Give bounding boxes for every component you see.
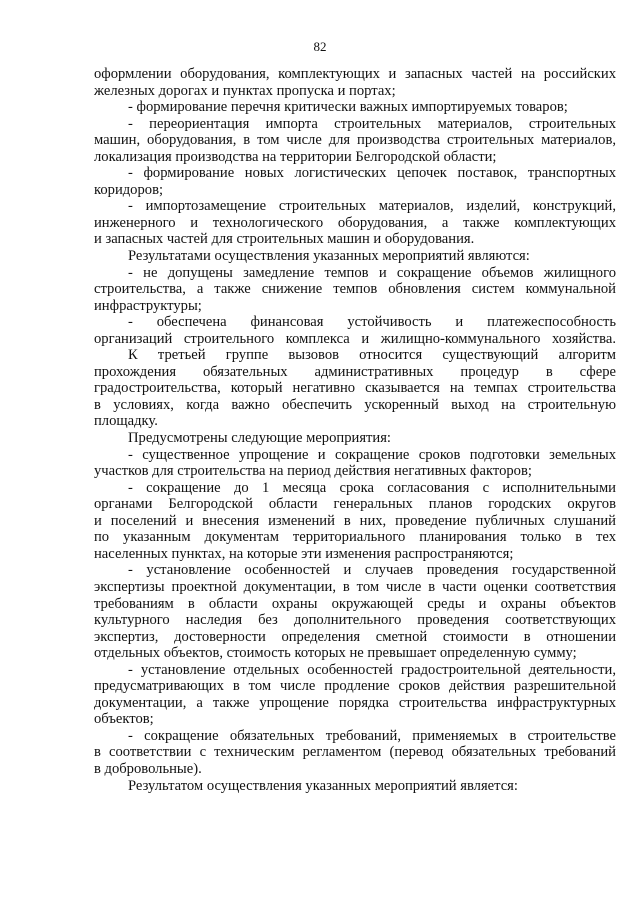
text-line: К третьей группе вызовов относится существующий алгоритм	[128, 347, 616, 364]
text-line: Предусмотрены следующие мероприятия:	[128, 430, 391, 447]
text-line: культурного наследия без дополнительного проведения соответствующих	[94, 612, 616, 629]
text-line: - установление отдельных особенностей градостроительной деятельности,	[128, 661, 616, 678]
text-line: предусматривающих в том числе продление сроков действия разрешительной	[94, 678, 616, 695]
text-line: органами Белгородской области генеральных планов городских округов	[94, 496, 616, 513]
text-line: и запасных частей для строительных машин и оборудования.	[94, 231, 475, 248]
text-line: документации, а также упрощение порядка строительства инфраструктурных	[94, 694, 616, 711]
text-line: площадку.	[94, 413, 158, 430]
text-line: в условиях, когда важно обеспечить ускоренный выход на строительную	[94, 396, 616, 413]
text-line: населенных пунктах, на которые эти изменения распространяются;	[94, 545, 514, 562]
text-line: экспертизы проектной документации, в том числе в части оценки соответствия	[94, 578, 616, 595]
text-line: участков для строительства на период действия негативных факторов;	[94, 463, 532, 480]
text-line: инженерного и технологического оборудования, а также комплектующих	[94, 214, 616, 231]
text-line: в добровольные).	[94, 760, 202, 777]
text-line: отдельных объектов, стоимость которых не превышает определенную сумму;	[94, 645, 577, 662]
document-body-text	[94, 66, 616, 794]
text-line: машин, оборудования, в том числе для производства строительных материалов,	[94, 132, 616, 149]
text-line: требованиям в области охраны окружающей среды и охраны объектов	[94, 595, 616, 612]
text-line: Результатами осуществления указанных мероприятий являются:	[128, 248, 530, 265]
text-line: - установление особенностей и случаев проведения государственной	[128, 562, 616, 579]
text-line: - формирование перечня критически важных импортируемых товаров;	[128, 99, 568, 116]
text-line: градостроительства, который негативно сказывается на темпах строительства	[94, 380, 616, 397]
text-line: железных дорогах и пунктах пропуска и портах;	[94, 82, 396, 99]
text-line: - сокращение до 1 месяца срока согласования с исполнительными	[128, 479, 616, 496]
text-line: инфраструктуры;	[94, 297, 202, 314]
text-line: коридоров;	[94, 181, 164, 198]
text-line: локализация производства на территории Белгородской области;	[94, 148, 497, 165]
text-line: в соответствии с техническим регламентом (перевод обязательных требований	[94, 744, 616, 761]
text-line: экспертиз, достоверности определения сметной стоимости в отношении	[94, 628, 616, 645]
text-line: оформлении оборудования, комплектующих и запасных частей на российских	[94, 66, 616, 82]
text-line: и поселений и внесения изменений в них, проведение публичных слушаний	[94, 512, 616, 529]
text-line: по указанным документам территориального планирования только в тех	[94, 529, 616, 546]
text-line: организаций строительного комплекса и жилищно-коммунального хозяйства.	[94, 330, 616, 347]
text-line: прохождения обязательных административных процедур в сфере	[94, 363, 616, 380]
page-number: 82	[313, 39, 327, 54]
text-line: - переориентация импорта строительных материалов, строительных	[128, 115, 616, 132]
text-line: - сокращение обязательных требований, применяемых в строительстве	[128, 727, 616, 744]
text-line: - формирование новых логистических цепочек поставок, транспортных	[128, 165, 616, 182]
text-line: строительства, а также снижение темпов обновления систем коммунальной	[94, 281, 616, 298]
text-line: - не допущены замедление темпов и сокращение объемов жилищного	[128, 264, 616, 281]
text-line: - обеспечена финансовая устойчивость и платежеспособность	[128, 314, 616, 331]
text-line: Результатом осуществления указанных мероприятий является:	[128, 777, 518, 794]
text-line: - импортозамещение строительных материалов, изделий, конструкций,	[128, 198, 616, 215]
text-line: объектов;	[94, 711, 154, 728]
text-line: - существенное упрощение и сокращение сроков подготовки земельных	[128, 446, 616, 463]
